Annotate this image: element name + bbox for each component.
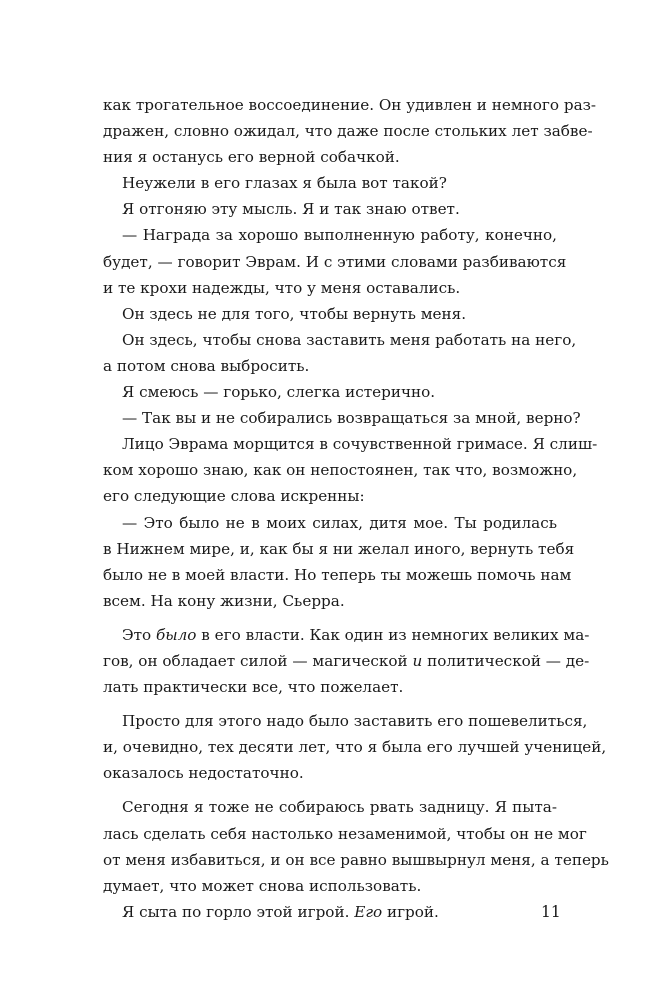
text-line: Просто для этого надо было заставить его пошевелиться, <box>122 712 588 731</box>
text-line: в Нижнем мире, и, как бы я ни желал иного, вернуть тебя <box>103 539 575 558</box>
text-line: Я смеюсь — горько, слегка истерично. <box>122 383 436 402</box>
text-line: — Так вы и не собирались возвращаться за мной, верно? <box>122 409 581 428</box>
text-line: и те крохи надежды, что у меня оставались. <box>103 278 461 297</box>
text-run: Это <box>122 625 156 644</box>
text-line: Неужели в его глазах я была вот такой? <box>122 174 447 193</box>
text-line: лать практически все, что пожелает. <box>103 678 404 697</box>
text-line: от меня избавиться, и он все равно вышвырнул меня, а теперь <box>103 850 609 869</box>
text-run: гов, он обладает силой — магической <box>103 651 413 670</box>
text-line: — Награда за хорошо выполненную работу, конечно, <box>122 226 557 245</box>
text-line: его следующие слова искренны: <box>103 487 365 506</box>
emphasis: было <box>156 625 197 644</box>
text-line: Лицо Эврама морщится в сочувственной гримасе. Я слиш- <box>122 435 598 454</box>
text-run: игрой. <box>382 902 439 921</box>
text-run: Я сыта по горло этой игрой. <box>122 902 355 921</box>
page-number: 11 <box>541 903 561 921</box>
text-line: лась сделать себя настолько незаменимой, чтобы он не мог <box>103 824 587 843</box>
paragraph-gap <box>103 700 557 708</box>
text-run: в его власти. Как один из немногих великих ма- <box>196 625 590 644</box>
text-line: и, очевидно, тех десяти лет, что я была его лучшей ученицей, <box>103 738 607 757</box>
text-line: оказалось недостаточно. <box>103 764 304 783</box>
text-line: всем. На кону жизни, Сьерра. <box>103 591 345 610</box>
paragraph-gap <box>103 786 557 794</box>
emphasis: Его <box>354 902 383 921</box>
text-line: как трогательное воссоединение. Он удивлен и немного раз- <box>103 96 597 114</box>
text-line: дражен, словно ожидал, что даже после стольких лет забве- <box>103 122 593 141</box>
text-line <box>103 622 590 648</box>
text-line: Сегодня я тоже не собираюсь рвать задницу. Я пыта- <box>122 798 557 817</box>
emphasis: и <box>412 651 423 670</box>
body-text <box>103 92 609 925</box>
text-line: Я отгоняю эту мысль. Я и так знаю ответ. <box>122 200 460 219</box>
text-line: ком хорошо знаю, как он непостоянен, так что, возможно, <box>103 461 578 480</box>
text-line: было не в моей власти. Но теперь ты можешь помочь нам <box>103 565 572 584</box>
text-line: Он здесь не для того, чтобы вернуть меня. <box>122 304 467 323</box>
text-line: будет, — говорит Эврам. И с этими словами разбиваются <box>103 252 567 271</box>
text-line: думает, что может снова использовать. <box>103 876 422 895</box>
text-line: ния я останусь его верной собачкой. <box>103 148 400 167</box>
text-line <box>103 899 557 925</box>
text-line <box>103 648 590 674</box>
text-line: Он здесь, чтобы снова заставить меня работать на него, <box>122 330 577 349</box>
text-line: — Это было не в моих силах, дитя мое. Ты родилась <box>122 513 557 532</box>
paragraph-gap <box>103 614 557 622</box>
text-line: а потом снова выбросить. <box>103 356 310 375</box>
text-run: политической — де- <box>422 651 590 670</box>
